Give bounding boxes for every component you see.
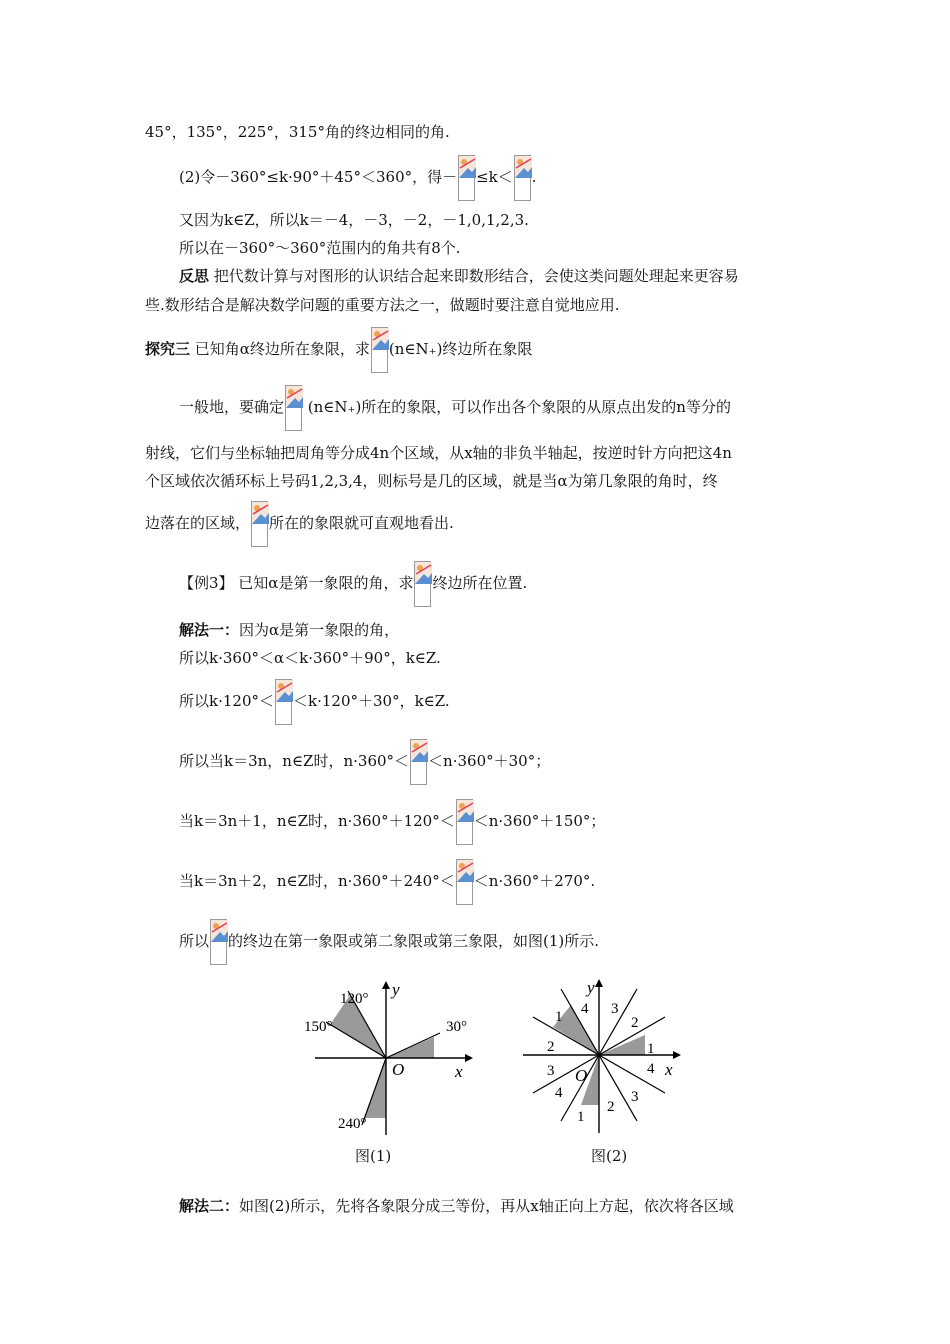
example-3: 【例3】 已知α是第一象限的角，求 终边所在位置. (179, 560, 527, 606)
fraction-image-placeholder (371, 327, 388, 373)
figure-1-caption: 图(1) (355, 1147, 392, 1165)
line-16: 所以当k＝3n，n∈Z时，n·360°＜ ＜n·360°＋30°； (179, 738, 550, 784)
x-label: x (455, 1062, 463, 1081)
line-6: 些.数形结合是解决数学问题的重要方法之一，做题时要注意自觉地应用. (145, 296, 620, 314)
fraction-image-placeholder (285, 385, 302, 431)
line-10: 个区域依次循环标上号码1,2,3,4，则标号是几的区域，就是当α为第几象限的角时，终 (145, 472, 718, 490)
y-axis-arrow-icon (382, 981, 390, 989)
sector-label: 4 (581, 1001, 589, 1017)
figure-1-diagram (300, 975, 475, 1140)
sector-label: 4 (555, 1085, 563, 1101)
sector-label: 4 (647, 1061, 655, 1077)
fraction-image-placeholder (275, 679, 292, 725)
label-240: 240° (338, 1116, 367, 1132)
y-axis-arrow-icon (595, 979, 603, 987)
sector-label: 2 (631, 1015, 639, 1031)
line-8: 一般地，要确定 (n∈N₊)所在的象限，可以作出各个象限的从原点出发的n等分的 (179, 384, 731, 430)
fraction-image-placeholder (456, 859, 473, 905)
fraction-image-placeholder (410, 739, 427, 785)
line-4: 所以在－360°～360°范围内的角共有8个. (179, 239, 461, 257)
line-19: 所以 的终边在第一象限或第二象限或第三象限，如图(1)所示. (179, 918, 599, 964)
explore-3-label: 探究三 (145, 340, 191, 358)
x-label: x (665, 1060, 673, 1079)
reflection-heading: 反思 (179, 267, 210, 285)
reflection-line: 反思 把代数计算与对图形的认识结合起来即数形结合，会使这类问题处理起来更容易 (179, 267, 739, 285)
line-17: 当k＝3n＋1，n∈Z时，n·360°＋120°＜ ＜n·360°＋150°； (179, 798, 605, 844)
label-30: 30° (446, 1019, 467, 1035)
sector-label: 1 (577, 1109, 585, 1125)
line-11: 边落在的区域， 所在的象限就可直观地看出. (145, 500, 454, 546)
sector-label: 2 (547, 1039, 555, 1055)
sector-label: 3 (611, 1001, 619, 1017)
figure-2-diagram (515, 975, 690, 1140)
line-3: 又因为k∈Z，所以k＝－4，－3，－2，－1,0,1,2,3. (179, 211, 529, 229)
solution-2-heading: 解法二：如图(2)所示，先将各象限分成三等份，再从x轴正向上方起，依次将各区域 (179, 1197, 734, 1215)
fraction-image-placeholder (456, 799, 473, 845)
solution-1-label: 解法一： (179, 621, 240, 639)
sector-1-q1 (599, 1035, 645, 1055)
solution-1-heading: 解法一：因为α是第一象限的角， (179, 621, 400, 639)
line-14: 所以k·360°＜α＜k·360°＋90°，k∈Z. (179, 649, 441, 667)
sector-label: 1 (555, 1009, 563, 1025)
sector-label: 1 (647, 1041, 655, 1057)
origin-label: O (392, 1060, 405, 1079)
line-15: 所以k·120°＜ ＜k·120°＋30°，k∈Z. (179, 678, 450, 724)
sector-label: 3 (547, 1063, 555, 1079)
line-2: (2)令－360°≤k·90°＋45°＜360°，得－ ≤k＜ . (179, 154, 537, 200)
fraction-image-placeholder (251, 501, 268, 547)
figure-2-caption: 图(2) (591, 1147, 628, 1165)
line-1: 45°，135°，225°，315°角的终边相同的角. (145, 123, 450, 141)
line-18: 当k＝3n＋2，n∈Z时，n·360°＋240°＜ ＜n·360°＋270°. (179, 858, 595, 904)
fraction-image-placeholder (414, 561, 431, 607)
fraction-image-placeholder (458, 155, 475, 201)
label-120: 120° (340, 991, 369, 1007)
fraction-image-placeholder (210, 919, 227, 965)
line-9: 射线，它们与坐标轴把周角等分成4n个区域，从x轴的非负半轴起，按逆时针方向把这4n (145, 444, 732, 462)
y-label: y (587, 978, 595, 997)
label-150: 150° (304, 1019, 333, 1035)
fraction-image-placeholder (514, 155, 531, 201)
origin-label: O (575, 1066, 588, 1085)
x-axis-arrow-icon (465, 1054, 473, 1062)
solution-2-label: 解法二： (179, 1197, 240, 1215)
y-label: y (392, 980, 400, 999)
sector-label: 3 (631, 1089, 639, 1105)
explore-3-heading: 探究三 已知角α终边所在象限，求 (n∈N₊)终边所在象限 (145, 326, 532, 372)
sector-label: 2 (607, 1099, 615, 1115)
x-axis-arrow-icon (673, 1051, 681, 1059)
